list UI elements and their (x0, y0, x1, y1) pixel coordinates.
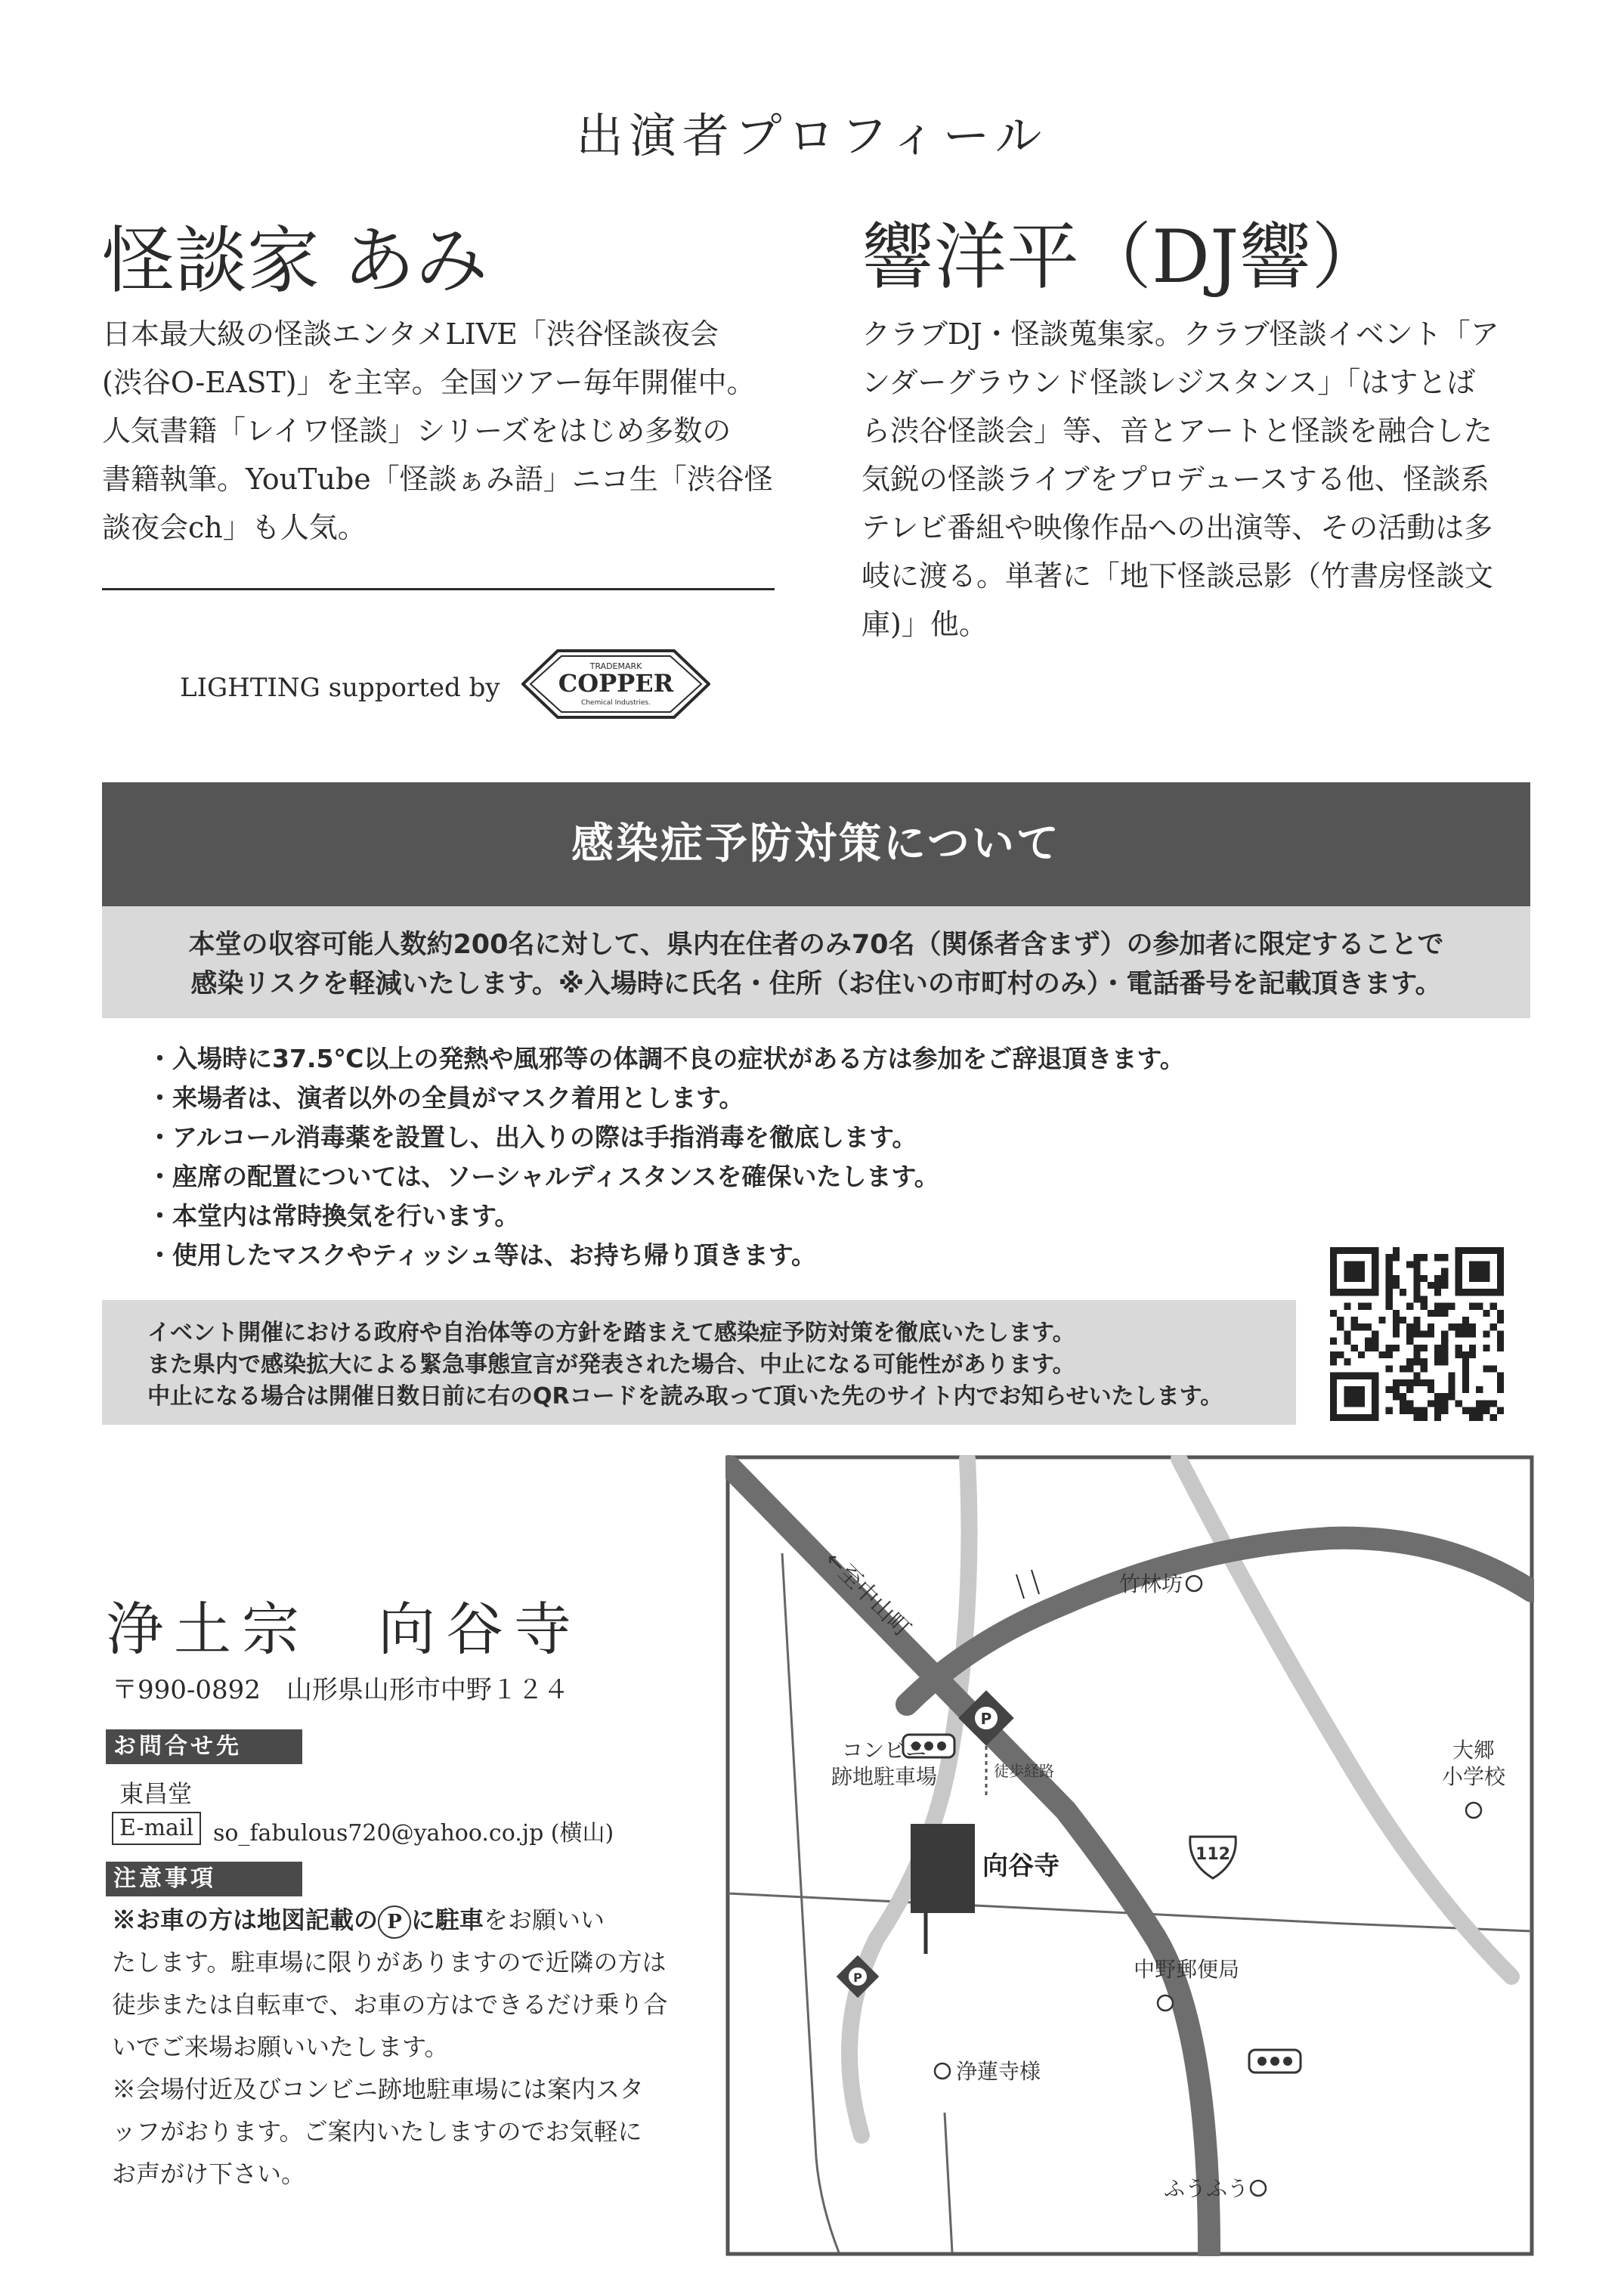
direction-label: ←至中山町 (819, 1546, 916, 1643)
qr-code[interactable] (1330, 1247, 1504, 1421)
notice-lead-line: 本堂の収容可能人数約200名に対して、県内在住者のみ70名（関係者含まず）の参加者に限定することで (188, 930, 1444, 960)
caution-line: たします。駐車場に限りがありますので近隣の方は (112, 1948, 667, 1977)
school-label: 小学校 (1441, 1764, 1506, 1789)
caution-line: いでご来場お願いいたします。 (112, 2032, 449, 2061)
logo-top-text: TRADEMARK (589, 661, 642, 671)
temple-map-label: 向谷寺 (982, 1851, 1059, 1881)
bio-line: ら渋谷怪談会」等、音とアートと怪談を融合した (861, 414, 1493, 447)
landmark-marker (1186, 1576, 1202, 1591)
caution-line (112, 1899, 671, 1941)
caution-line: ※会場付近及びコンビニ跡地駐車場には案内スタ (112, 2075, 645, 2104)
post-office-label: 中野郵便局 (1133, 1957, 1240, 1982)
measures-list (147, 1039, 1185, 1275)
caution-bold: ※お車の方は地図記載の (112, 1905, 379, 1934)
walk-label: 徒歩経路 (994, 1762, 1054, 1780)
government-notice-line: イベント開催における政府や自治体等の方針を踏まえて感染症予防対策を徹底いたします。 (147, 1320, 1075, 1346)
convenience-label: コンビニ (841, 1738, 927, 1763)
caution-bold: に駐車 (411, 1905, 484, 1934)
bio-line: 人気書籍「レイワ怪談」シリーズをはじめ多数の (102, 414, 732, 447)
svg-text:P: P (980, 1710, 992, 1728)
copper-logo (521, 646, 710, 722)
performer-name: 怪談家 あみ (102, 218, 488, 303)
caution-line: ッフがおります。ご案内いたしますのでお気軽に (112, 2117, 642, 2146)
access-map (725, 1455, 1534, 2256)
parking-icon: P (378, 1905, 411, 1939)
bio-line: クラブDJ・怪談蒐集家。クラブ怪談イベント「ア (861, 317, 1499, 351)
performer-name: 響洋平（DJ響） (861, 215, 1384, 299)
lighting-credit: LIGHTING supported by (180, 673, 500, 703)
temple-address: 〒990-0892 山形県山形市中野１２４ (112, 1675, 569, 1705)
list-item: ・使用したマスクやティッシュ等は、お持ち帰り頂きます。 (147, 1240, 817, 1270)
page-title: 出演者プロフィール (576, 108, 1048, 163)
landmark-marker (935, 2063, 950, 2079)
temple-name: 浄土宗 向谷寺 (106, 1596, 582, 1663)
chikurinbo-label: 竹林坊 (1118, 1571, 1183, 1596)
list-item: ・座席の配置については、ソーシャルディスタンスを確保いたします。 (147, 1162, 939, 1191)
landmark-marker (1466, 1803, 1481, 1818)
caution-line-end: をお願いい (484, 1905, 605, 1934)
logo-main-text: COPPER (558, 669, 674, 698)
government-notice-line: 中止になる場合は開催日数日前に右のQRコードを読み取って頂いた先のサイト内でお知らせいたします。 (147, 1383, 1223, 1410)
bio-line: 談夜会ch」も人気。 (102, 511, 367, 544)
fufu-label: ふうふう (1163, 2176, 1248, 2201)
logo-bottom-text: Chemical Industries. (581, 699, 651, 707)
list-item: ・入場時に37.5℃以上の発熱や風邪等の体調不良の症状がある方は参加をご辞退頂きます。 (147, 1044, 1185, 1073)
list-item: ・本堂内は常時換気を行います。 (147, 1201, 520, 1231)
bio-line: 庫)」他。 (861, 608, 988, 641)
list-item: ・来場者は、演者以外の全員がマスク着用とします。 (147, 1083, 744, 1113)
bio-line: 岐に渡る。単著に「地下怪談忌影（竹書房怪談文 (861, 559, 1494, 593)
divider (102, 588, 775, 590)
bio-line: 日本最大級の怪談エンタメLIVE「渋谷怪談夜会 (102, 317, 719, 351)
list-item: ・アルコール消毒薬を設置し、出入りの際は手指消毒を徹底します。 (147, 1122, 917, 1152)
traffic-signal-icon (1249, 2050, 1301, 2073)
caution-line: お声がけ下さい。 (112, 2159, 306, 2188)
bio-line: 気鋭の怪談ライブをプロデュースする他、怪談系 (861, 463, 1489, 496)
convenience-label: 跡地駐車場 (831, 1764, 938, 1789)
contact-heading: お問合せ先 (106, 1729, 302, 1764)
jorenji-label: 浄蓮寺様 (956, 2059, 1041, 2084)
notice-title: 感染症予防対策について (571, 819, 1061, 868)
bio-line: 書籍執筆。YouTube「怪談ぁみ語」ニコ生「渋谷怪 (102, 463, 773, 496)
contact-organization: 東昌堂 (119, 1779, 193, 1808)
government-notice-line: また県内で感染拡大による緊急事態宣言が発表された場合、中止になる可能性があります。 (147, 1351, 1075, 1378)
notice-lead-line: 感染リスクを軽減いたします。※入場時に氏名・住所（お住いの市町村のみ）・電話番号を記載頂きます。 (190, 969, 1442, 999)
caution-text (112, 1899, 671, 2195)
email-label: E-mail (112, 1812, 201, 1845)
bio-line: (渋谷O-EAST)」を主宰。全国ツアー毎年開催中。 (102, 366, 756, 399)
bio-line: テレビ番組や映像作品への出演等、その活動は多 (861, 511, 1493, 544)
route-number: 112 (1196, 1845, 1230, 1864)
performer-bio (102, 310, 782, 552)
svg-text:P: P (853, 1970, 862, 1985)
temple-building (911, 1824, 975, 1913)
email-address[interactable]: so_fabulous720@yahoo.co.jp (横山) (213, 1820, 614, 1847)
performer-bio (861, 310, 1564, 649)
caution-heading: 注意事項 (106, 1862, 302, 1896)
landmark-marker (1158, 1995, 1173, 2011)
caution-line: 徒歩または自転車で、お車の方はできるだけ乗り合 (112, 1990, 668, 2019)
school-label: 大郷 (1452, 1738, 1496, 1763)
bio-line: ンダーグラウンド怪談レジスタンス」「はすとば (861, 366, 1476, 399)
landmark-marker (1251, 2181, 1266, 2196)
